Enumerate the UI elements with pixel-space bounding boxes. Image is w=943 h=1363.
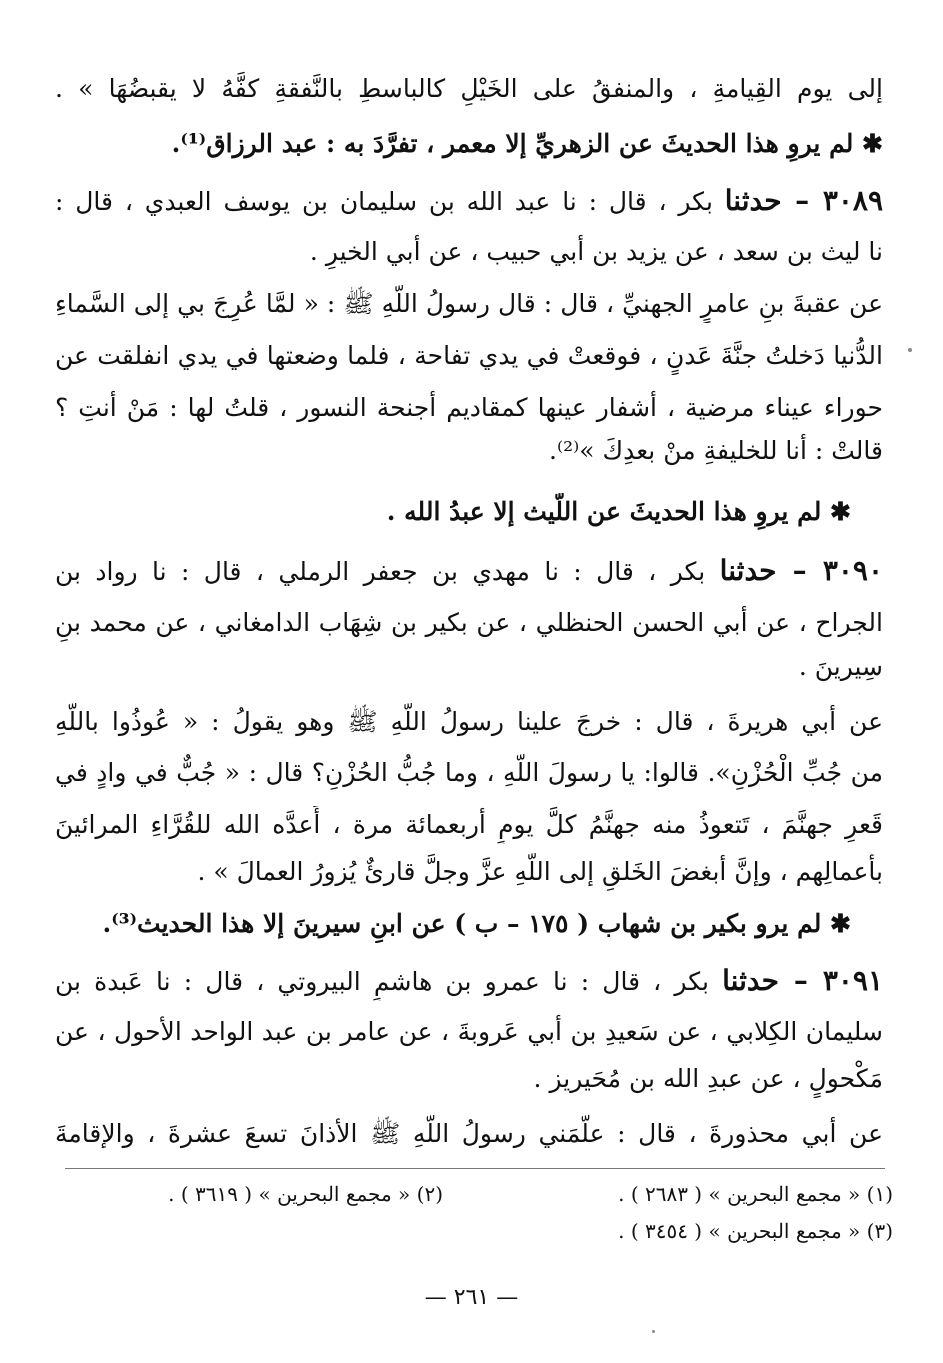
hadith-3090-first-line bbox=[55, 552, 883, 591]
text-line-19: مَكْحولٍ ، عن عبدِ الله بن مُحَيريز . bbox=[533, 1064, 883, 1093]
text-line-3: نا ليث بن سعد ، عن يزيد بن أبي حبيب ، عن أبي الخيرِ . bbox=[309, 237, 883, 266]
scan-speck bbox=[652, 1330, 655, 1333]
page-number: — ٢٦١ — bbox=[424, 1285, 519, 1310]
text-line-5: الدُّنيا دَخلتُ جنَّةَ عَدنٍ ، فوقعتْ في يدي تفاحة ، فلما وضعتها في يدي انفلقت عن bbox=[55, 341, 883, 370]
hadith-3089-chain: بكر ، قال : نا عبد الله بن سليمان بن يوسف العبدي ، قال : bbox=[55, 187, 713, 216]
text-line-4: عن عقبةَ بنِ عامرٍ الجهنيِّ ، قال : قال رسولُ اللّهِ ﷺ : « لمَّا عُرِجَ بي إلى السَّماءِ bbox=[55, 289, 883, 318]
footnote-2: (٢) « مجمع البحرين » ( ٣٦١٩ ) . bbox=[168, 1182, 443, 1206]
text-line-6: حوراء عيناء مرضية ، أشفار عينها كمقاديم أجنحة النسور ، قلتُ لها : مَنْ أنتِ ؟ bbox=[55, 393, 883, 422]
hadith-3091-chain: بكر ، قال : نا عمرو بن هاشمٍ البيروتي ، قال : نا عَبدة بن bbox=[55, 967, 709, 996]
hadith-3089-first-line bbox=[55, 182, 883, 221]
text-line-11: سِيرينَ . bbox=[798, 652, 883, 681]
hadith-number-3091: ٣٠٩١ – حدثنا bbox=[722, 964, 883, 997]
footnote-1: (١) « مجمع البحرين » ( ٢٦٨٣ ) . bbox=[618, 1182, 893, 1206]
text-line-12: عن أبي هريرةَ ، قال : خرجَ علينا رسولُ اللّهِ ﷺ وهو يقولُ : « عُوذُوا باللّهِ bbox=[55, 707, 883, 736]
text-line-1: إلى يوم القِيامةِ ، والمنفقُ على الخَيْلِ كالباسطِ بالنَّفقةِ كفَّهُ لا يقبضُهَا » . bbox=[55, 74, 883, 103]
text-line-14: قَعرِ جهنَّمَ ، تَتعوذُ منه جهنَّمُ كلَّ يومٍ أربعمائة مرة ، أَعدَّه الله للقُرَّاءِ المرائينَ bbox=[55, 810, 883, 839]
note-line-1: ✱ لم يروِ هذا الحديثَ عن الزهريِّ إلا معمر ، تفرَّدَ به : عبد الرزاق⁽¹⁾. bbox=[171, 129, 883, 158]
text-line-15: بأعمالِهم ، وإنَّ أبغضَ الخَلقِ إلى اللّهِ عزَّ وجلَّ قارئٌ يُزورُ العمالَ » . bbox=[197, 857, 883, 886]
hadith-3091-first-line bbox=[55, 962, 883, 1001]
text-line-13: من جُبِّ الْحُزْنِ». قالوا: يا رسولَ اللّهِ ، وما جُبُّ الحُزْنِ؟ قال : « جُبٌّ في وادٍ في bbox=[55, 758, 883, 787]
note-line-2: ✱ لم يروِ هذا الحديثَ عن اللَّيث إلا عبدُ الله . bbox=[386, 497, 851, 526]
note-line-3: ✱ لم يرو بكير بن شهاب ( ١٧٥ – ب ) عن ابنِ سيرينَ إلا هذا الحديث⁽³⁾. bbox=[102, 909, 851, 938]
text-line-18: سليمان الكِلابي ، عن سَعيدِ بن أبي عَروبةَ ، عن عامر بن عبد الواحد الأحول ، عن bbox=[55, 1017, 883, 1046]
text-line-7: قالتْ : أنا للخليفةِ منْ بعدِكَ »⁽²⁾. bbox=[549, 436, 883, 465]
hadith-number-3089: ٣٠٨٩ – حدثنا bbox=[724, 184, 883, 217]
footnote-3: (٣) « مجمع البحرين » ( ٣٤٥٤ ) . bbox=[618, 1219, 893, 1243]
hadith-3090-chain: بكر ، قال : نا مهدي بن جعفر الرملي ، قال : نا رواد بن bbox=[55, 557, 706, 586]
text-line-20: عن أبي محذورةَ ، قال : علَّمَني رسولُ اللّهِ ﷺ الأذانَ تسعَ عشرةَ ، والإقامةَ bbox=[55, 1119, 883, 1148]
scan-speck bbox=[908, 348, 912, 352]
hadith-number-3090: ٣٠٩٠ – حدثنا bbox=[719, 554, 883, 587]
text-line-10: الجراح ، عن أبي الحسن الحنظلي ، عن بكير بن شِهَاب الدامغاني ، عن محمد بنِ bbox=[55, 608, 883, 637]
footnote-separator bbox=[65, 1168, 885, 1169]
